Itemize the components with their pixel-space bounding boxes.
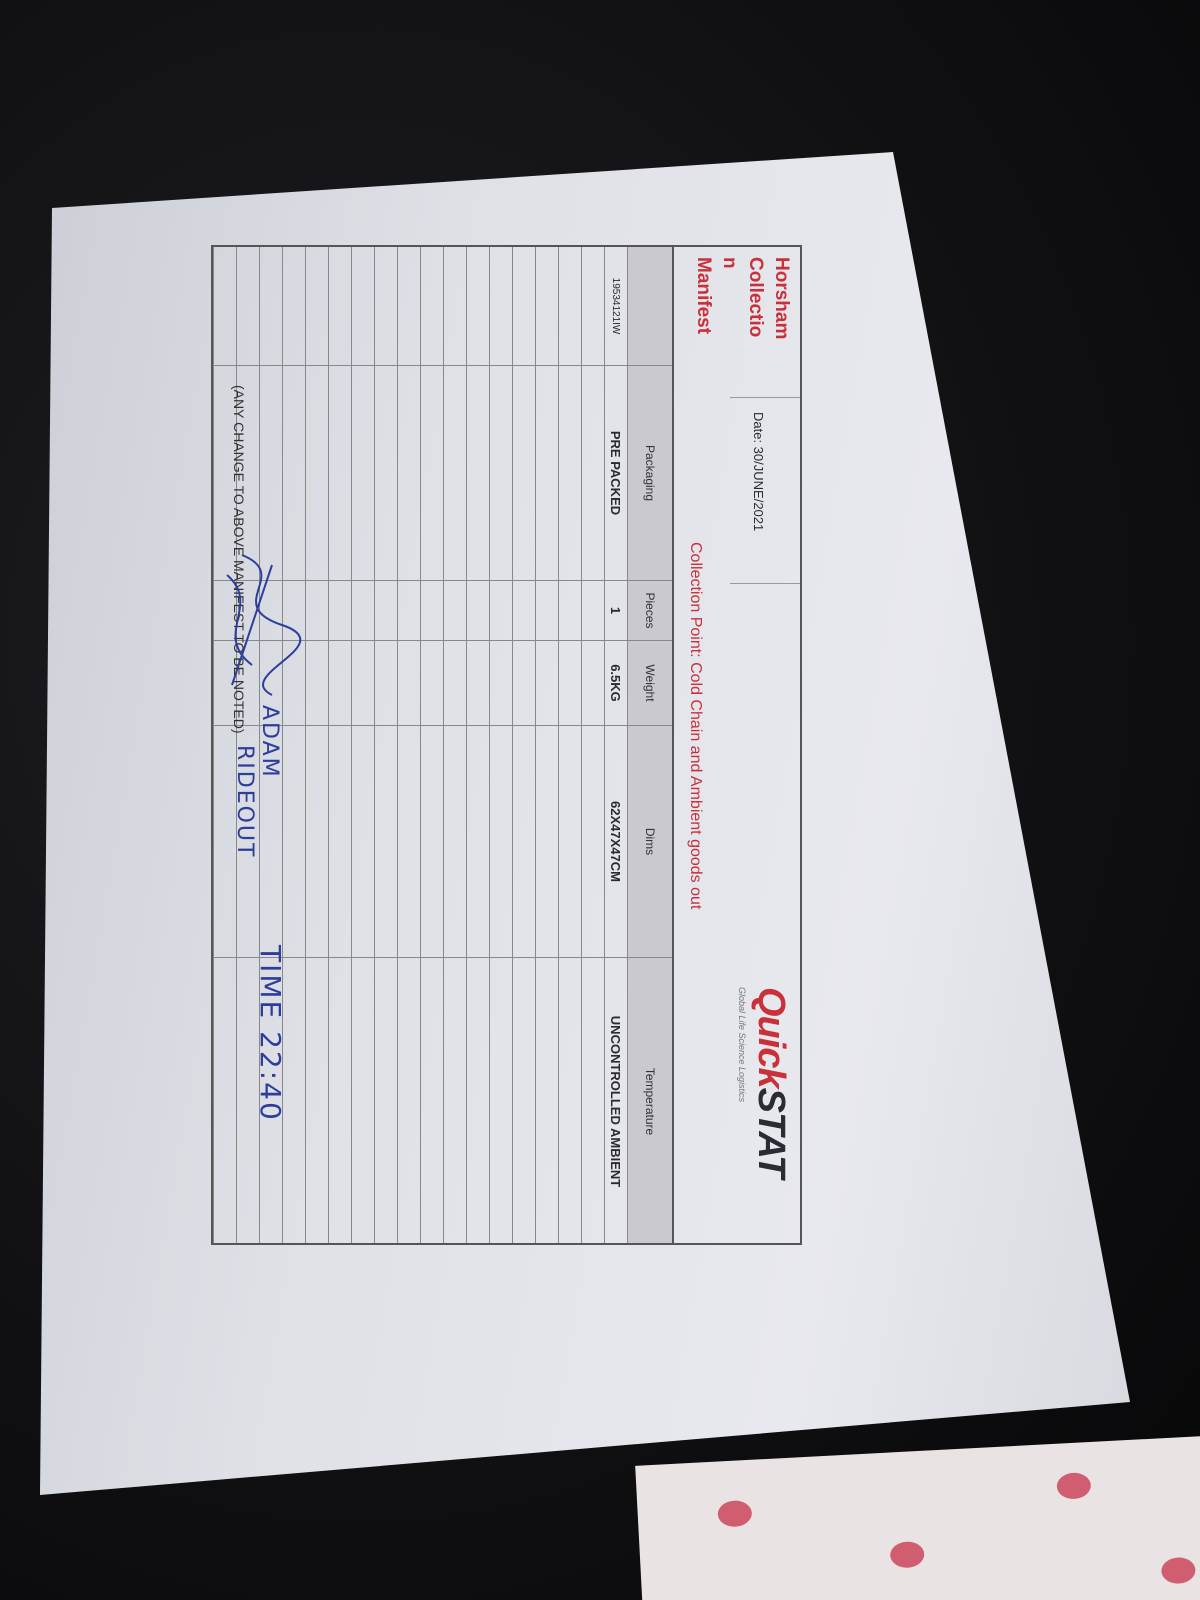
manifest-title: Horsham Collectio n Manifest: [693, 257, 792, 340]
table-row: [581, 247, 604, 1243]
handwritten-name-first: ADAM: [257, 705, 282, 779]
header-packaging: Packaging: [628, 365, 672, 580]
header-reference: [628, 247, 672, 365]
header-temperature: Temperature: [628, 957, 672, 1245]
logo-wordmark: [749, 987, 792, 1237]
header-pieces: Pieces: [628, 580, 672, 640]
title-cell: [690, 257, 794, 377]
table-header-row: [627, 247, 672, 1243]
manifest-header: [672, 245, 802, 1245]
date-cell: [730, 397, 800, 584]
table-row: [558, 247, 581, 1243]
manifest-change-note: (ANY CHANGE TO ABOVE MANIFEST TO BE NOTED): [231, 385, 247, 734]
table-row: [466, 247, 489, 1243]
cell-packaging: PRE PACKED: [605, 365, 627, 580]
logo-word-suffix: STAT: [750, 1087, 792, 1178]
table-row: [604, 247, 627, 1243]
signature-scribble: [212, 545, 302, 705]
quickstat-logo: [722, 987, 792, 1237]
cell-dims: 62X47X47CM: [605, 725, 627, 957]
table-row: [351, 247, 374, 1243]
table-row: [328, 247, 351, 1243]
handwritten-name-last: RIDEOUT: [232, 745, 257, 859]
table-row: [443, 247, 466, 1243]
table-row: [512, 247, 535, 1243]
manifest-document: [222, 245, 802, 1325]
background-bag: [635, 1434, 1200, 1600]
table-row: [489, 247, 512, 1243]
handwritten-time: TIME 22:40: [254, 945, 287, 1122]
manifest-date: Date: 30/JUNE/2021: [751, 412, 766, 532]
table-row: [374, 247, 397, 1243]
collection-point: Collection Point: Cold Chain and Ambient goods out: [687, 542, 704, 910]
logo-word-prefix: Quick: [750, 987, 792, 1088]
table-row: [397, 247, 420, 1243]
cell-temperature: UNCONTROLLED AMBIENT: [605, 957, 627, 1245]
table-row: [305, 247, 328, 1243]
header-dims: Dims: [628, 725, 672, 957]
cell-reference: 19534121IW: [610, 277, 622, 335]
logo-tagline: Global Life Science Logistics: [737, 987, 747, 1103]
cell-pieces: 1: [605, 580, 627, 640]
cell-weight: 6.5KG: [605, 640, 627, 725]
header-weight: Weight: [628, 640, 672, 725]
table-row: [420, 247, 443, 1243]
table-row: [535, 247, 558, 1243]
